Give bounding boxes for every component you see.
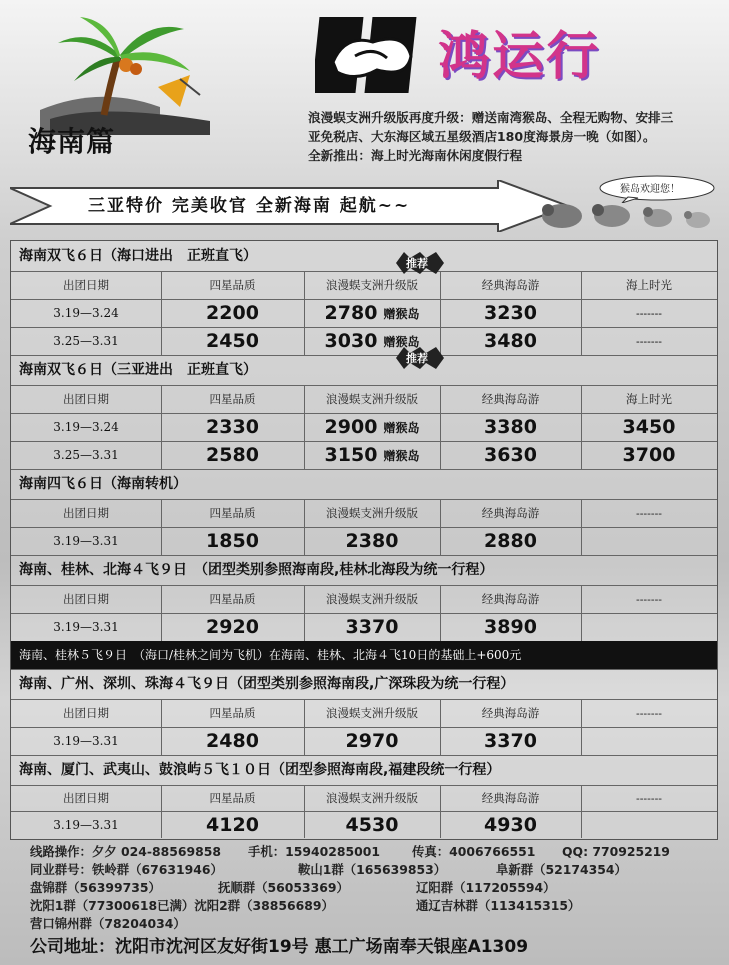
empty-cell [581, 527, 717, 555]
col-romantic: 浪漫蜈支洲升级版 [304, 785, 441, 811]
recommend-badge-text: 推荐 [406, 257, 428, 270]
price-cell: 3700 [622, 444, 676, 466]
col-date: 出团日期 [11, 499, 162, 527]
company-address: 公司地址：沈阳市沈河区友好街19号 惠工广场南奉天银座A1309 [30, 937, 529, 957]
col-four-star: 四星品质 [161, 785, 305, 811]
col-romantic: 浪漫蜈支洲升级版 [304, 271, 441, 299]
price-value: 2900 [324, 416, 378, 438]
header [0, 0, 729, 216]
price-cell: 3370 [304, 613, 441, 641]
price-cell: 2380 [304, 527, 441, 555]
empty-cell [581, 727, 717, 755]
section-header [11, 241, 717, 272]
brand-name: 鸿运行 [438, 26, 601, 87]
col-four-star: 四星品质 [161, 385, 305, 413]
promo-text [308, 108, 718, 165]
col-sea: ------- [635, 791, 663, 805]
col-sea: 海上时光 [626, 278, 672, 292]
column-header-row [11, 271, 717, 300]
price-value: 3030 [324, 330, 378, 352]
price-cell: 2200 [161, 299, 305, 327]
banner-text: 三亚特价 完美收官 全新海南 起航~~ [88, 196, 411, 216]
col-classic: 经典海岛游 [440, 499, 582, 527]
promo-line: 全新推出：海上时光海南休闲度假行程 [308, 148, 523, 163]
date-cell: 3.19—3.31 [11, 613, 162, 641]
date-cell: 3.19—3.24 [11, 413, 162, 441]
date-cell: 3.19—3.31 [11, 727, 162, 755]
price-cell: 4530 [304, 811, 441, 838]
col-date: 出团日期 [11, 271, 162, 299]
column-header-row [11, 785, 717, 812]
price-cell: 4930 [440, 811, 582, 838]
recommend-badge-text: 推荐 [406, 352, 428, 365]
price-gift-cell [304, 299, 441, 327]
col-sea: 海上时光 [626, 392, 672, 406]
col-romantic: 浪漫蜈支洲升级版 [304, 585, 441, 613]
price-cell: 3230 [440, 299, 582, 327]
column-header-row [11, 385, 717, 414]
contact-info [30, 843, 720, 933]
col-classic: 经典海岛游 [440, 585, 582, 613]
group-number: 抚顺群（56053369） [218, 880, 349, 895]
price-cell: 3380 [440, 413, 582, 441]
section-header [11, 669, 717, 700]
price-cell: 2880 [440, 527, 582, 555]
price-cell: 4120 [161, 811, 305, 838]
operator-phone: 线路操作：夕夕 024-88569858 [30, 844, 222, 859]
contact-line [30, 843, 720, 861]
price-cell: 2580 [161, 441, 305, 469]
price-gift-cell [304, 441, 441, 469]
column-header-row [11, 585, 717, 614]
date-cell: 3.25—3.31 [11, 327, 162, 355]
col-classic: 经典海岛游 [440, 785, 582, 811]
note-text: 海南、桂林５飞９日 （海口/桂林之间为飞机）在海南、桂林、北海４飞10日的基础上+600元 [19, 648, 522, 662]
price-cell: 1850 [161, 527, 305, 555]
col-romantic: 浪漫蜈支洲升级版 [304, 499, 441, 527]
price-cell: 2480 [161, 727, 305, 755]
col-date: 出团日期 [11, 585, 162, 613]
promo-line: 亚免税店、大东海区域五星级酒店180度海景房一晚（如图）。 [308, 129, 656, 144]
price-cell: 3450 [622, 416, 676, 438]
mobile: 手机：15940285001 [248, 844, 381, 859]
price-cell: 3370 [440, 727, 582, 755]
section-title-text: 海南、桂林、北海４飞９日 （团型类别参照海南段,桂林北海段为统一行程） [19, 562, 494, 578]
table-row [11, 413, 717, 442]
section-title: 海南篇 [28, 125, 116, 158]
group-number: 盘锦群（56399735） [30, 880, 161, 895]
contact-line [30, 879, 720, 897]
sea-cell: ------- [635, 334, 663, 348]
group-number: 沈阳1群（77300618已满）沈阳2群（38856689） [30, 898, 334, 913]
col-date: 出团日期 [11, 785, 162, 811]
date-cell: 3.19—3.31 [11, 811, 162, 838]
table-row [11, 727, 717, 756]
price-cell: 3890 [440, 613, 582, 641]
gift-label: 赠猴岛 [383, 420, 420, 435]
section-header [11, 355, 717, 386]
promo-line: 浪漫蜈支洲升级版再度升级：赠送南湾猴岛、全程无购物、安排三 [308, 110, 674, 125]
price-cell: 3630 [440, 441, 582, 469]
col-four-star: 四星品质 [161, 585, 305, 613]
gift-label: 赠猴岛 [383, 448, 420, 463]
section-title-text: 海南、厦门、武夷山、鼓浪屿５飞１０日（团型参照海南段,福建段统一行程） [19, 762, 501, 778]
table-row [11, 441, 717, 470]
group-number: 营口锦州群（78204034） [30, 916, 186, 931]
price-gift-cell [304, 413, 441, 441]
qq: QQ: 770925219 [562, 844, 670, 859]
empty-cell [581, 613, 717, 641]
price-cell: 2970 [304, 727, 441, 755]
col-romantic: 浪漫蜈支洲升级版 [304, 385, 441, 413]
col-four-star: 四星品质 [161, 499, 305, 527]
date-cell: 3.19—3.24 [11, 299, 162, 327]
table-row [11, 527, 717, 556]
group-number: 辽阳群（117205594） [416, 880, 556, 895]
gift-label: 赠猴岛 [383, 306, 420, 321]
section-header [11, 555, 717, 586]
col-four-star: 四星品质 [161, 699, 305, 727]
col-sea: ------- [635, 706, 663, 720]
section-title-text: 海南双飞６日（三亚进出 正班直飞） [19, 362, 257, 378]
group-number: 通辽吉林群（113415315） [416, 898, 581, 913]
price-cell: 2450 [161, 327, 305, 355]
col-classic: 经典海岛游 [440, 699, 582, 727]
col-classic: 经典海岛游 [440, 385, 582, 413]
recommend-badge [396, 347, 444, 369]
section-title-text: 海南双飞６日（海口进出 正班直飞） [19, 248, 257, 264]
table-row [11, 327, 717, 356]
section-title-text: 海南四飞６日（海南转机） [19, 476, 187, 492]
col-date: 出团日期 [11, 385, 162, 413]
table-row [11, 299, 717, 328]
section-header [11, 755, 717, 786]
contact-line [30, 897, 720, 915]
bubble-text: 猴岛欢迎您！ [620, 184, 680, 195]
note-row [11, 641, 717, 670]
group-number: 阜新群（52174354） [496, 862, 627, 877]
price-table [10, 240, 718, 840]
price-value: 2780 [324, 302, 378, 324]
date-cell: 3.19—3.31 [11, 527, 162, 555]
contact-line [30, 861, 720, 879]
monkeys-icon [540, 196, 720, 232]
price-cell: 3480 [440, 327, 582, 355]
col-date: 出团日期 [11, 699, 162, 727]
table-row [11, 613, 717, 642]
table-row [11, 811, 717, 838]
section-title-text: 海南、广州、深圳、珠海４飞９日（团型类别参照海南段,广深珠段为统一行程） [19, 676, 515, 692]
price-cell: 2330 [161, 413, 305, 441]
column-header-row [11, 699, 717, 728]
palm-tree-illustration [40, 15, 220, 135]
empty-cell [581, 811, 717, 838]
gift-label: 赠猴岛 [383, 334, 420, 349]
date-cell: 3.25—3.31 [11, 441, 162, 469]
sea-cell: ------- [635, 306, 663, 320]
col-classic: 经典海岛游 [440, 271, 582, 299]
col-sea: ------- [635, 506, 663, 520]
col-romantic: 浪漫蜈支洲升级版 [304, 699, 441, 727]
price-cell: 2920 [161, 613, 305, 641]
column-header-row [11, 499, 717, 528]
col-four-star: 四星品质 [161, 271, 305, 299]
contact-line [30, 915, 720, 933]
col-sea: ------- [635, 592, 663, 606]
group-number: 鞍山1群（165639853） [298, 862, 447, 877]
fax: 传真：4006766551 [412, 844, 536, 859]
brand-logo-icon [315, 12, 425, 102]
section-header [11, 469, 717, 500]
price-value: 3150 [324, 444, 378, 466]
group-number: 同业群号：铁岭群（67631946） [30, 862, 223, 877]
